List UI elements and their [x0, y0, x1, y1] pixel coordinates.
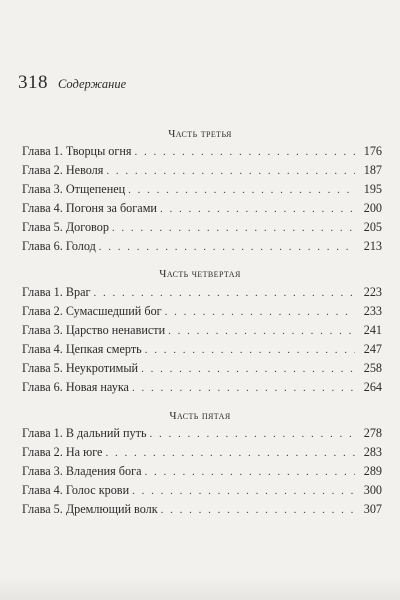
toc-entry: [22, 502, 382, 521]
dot-leader: [94, 287, 356, 299]
toc-entry: [22, 285, 382, 304]
chapter-title: Глава 4. Погоня за богами: [22, 201, 157, 215]
dot-leader: [106, 165, 355, 177]
toc-entry: [22, 304, 382, 323]
dot-leader: [160, 203, 355, 215]
chapter-title: Глава 1. Враг: [22, 285, 91, 299]
running-head: [18, 72, 126, 94]
chapter-page-number: 205: [363, 220, 382, 234]
dot-leader: [161, 504, 355, 516]
toc-entry: [22, 163, 382, 182]
chapter-title: Глава 6. Голод: [22, 239, 96, 253]
chapter-page-number: 307: [363, 502, 382, 516]
dot-leader: [168, 325, 355, 337]
toc-entry: [22, 220, 382, 239]
chapter-title: Глава 2. На юге: [22, 445, 103, 459]
chapter-title: Глава 3. Царство ненависти: [22, 323, 166, 337]
toc-entry: [22, 323, 382, 342]
toc-list: [22, 144, 382, 258]
chapter-page-number: 223: [363, 285, 382, 299]
toc-entry: [22, 380, 382, 399]
toc-entry: [22, 201, 382, 220]
dot-leader: [112, 222, 355, 234]
toc-entry: [22, 239, 382, 258]
chapter-page-number: 300: [363, 483, 382, 497]
toc-entry: [22, 361, 382, 380]
chapter-page-number: 264: [363, 380, 382, 394]
chapter-title: Глава 4. Голос крови: [22, 483, 130, 497]
toc-entry: [22, 445, 382, 464]
section-title: Часть третья: [168, 128, 232, 140]
chapter-page-number: 200: [363, 201, 382, 215]
chapter-page-number: 195: [363, 182, 382, 196]
chapter-page-number: 241: [363, 323, 382, 337]
page-number: 318: [18, 72, 48, 93]
chapter-title: Глава 5. Дремлющий волк: [22, 502, 158, 516]
chapter-page-number: 289: [363, 464, 382, 478]
chapter-title: Глава 1. Творцы огня: [22, 144, 132, 158]
dot-leader: [165, 306, 355, 318]
toc-entry: [22, 464, 382, 483]
section-title: Часть четвертая: [159, 268, 241, 280]
chapter-title: Глава 2. Неволя: [22, 163, 104, 177]
toc-list: [22, 285, 382, 399]
chapter-page-number: 283: [363, 445, 382, 459]
toc-entry: [22, 426, 382, 445]
chapter-title: Глава 2. Сумасшедший бог: [22, 304, 162, 318]
running-title: Содержание: [58, 77, 127, 91]
dot-leader: [105, 447, 355, 459]
chapter-page-number: 213: [363, 239, 382, 253]
chapter-page-number: 278: [363, 426, 382, 440]
dot-leader: [145, 466, 356, 478]
chapter-page-number: 187: [363, 163, 382, 177]
toc-entry: [22, 483, 382, 502]
chapter-title: Глава 4. Цепкая смерть: [22, 342, 142, 356]
toc-list: [22, 426, 382, 521]
chapter-title: Глава 5. Неукротимый: [22, 361, 139, 375]
chapter-page-number: 247: [363, 342, 382, 356]
toc-entry: [22, 144, 382, 163]
dot-leader: [150, 428, 355, 440]
chapter-title: Глава 3. Отщепенец: [22, 182, 126, 196]
chapter-title: Глава 5. Договор: [22, 220, 109, 234]
chapter-page-number: 233: [363, 304, 382, 318]
chapter-title: Глава 3. Владения бога: [22, 464, 142, 478]
dot-leader: [135, 146, 355, 158]
toc-entry: [22, 182, 382, 201]
dot-leader: [99, 241, 355, 253]
dot-leader: [132, 382, 355, 394]
dot-leader: [141, 363, 355, 375]
toc-entry: [22, 342, 382, 361]
chapter-page-number: 176: [363, 144, 382, 158]
section-title: Часть пятая: [169, 410, 231, 422]
chapter-title: Глава 6. Новая наука: [22, 380, 129, 394]
chapter-page-number: 258: [363, 361, 382, 375]
dot-leader: [128, 184, 355, 196]
dot-leader: [145, 344, 355, 356]
dot-leader: [132, 485, 355, 497]
chapter-title: Глава 1. В дальний путь: [22, 426, 147, 440]
